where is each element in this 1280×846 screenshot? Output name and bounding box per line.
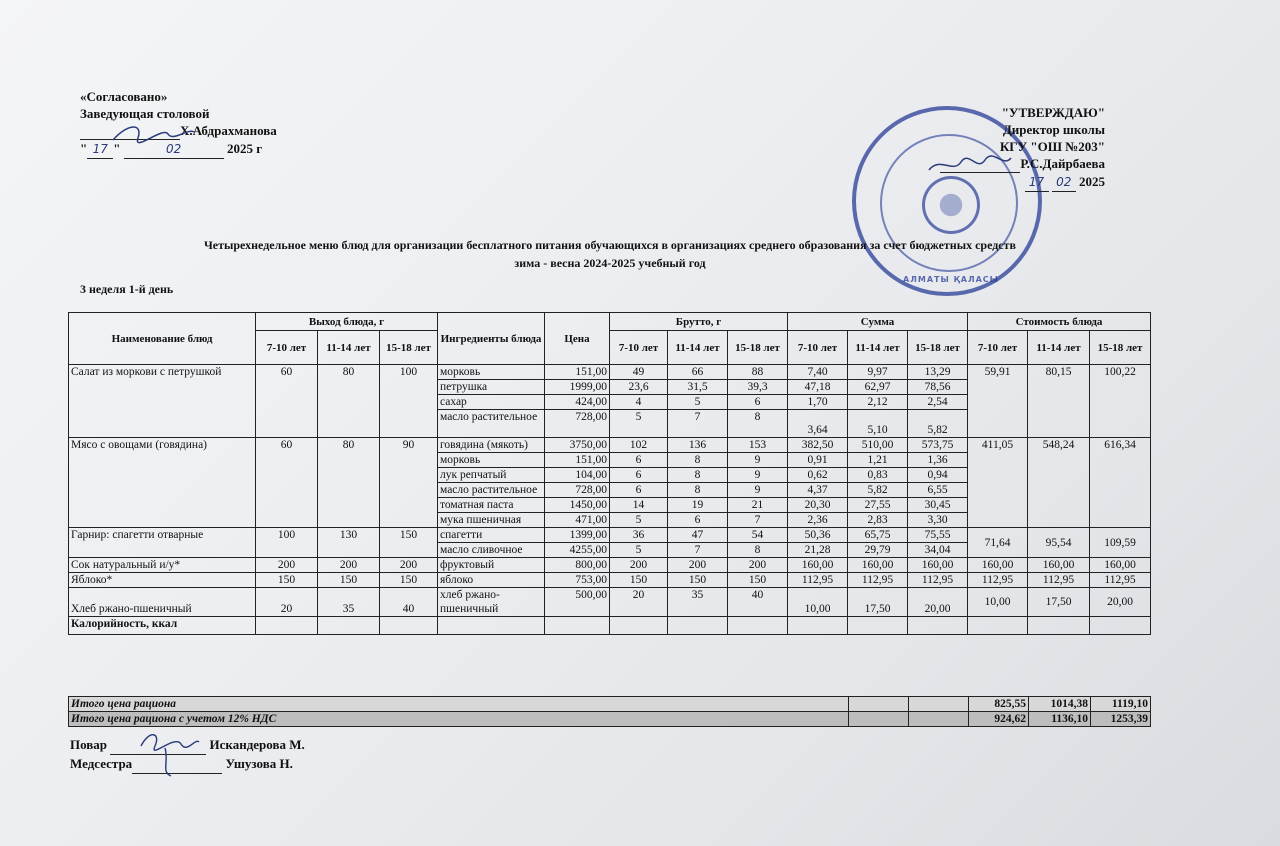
totals-table bbox=[68, 696, 1151, 727]
ingredient-gross: 40 bbox=[728, 588, 788, 617]
header-age: 15-18 лет bbox=[728, 331, 788, 365]
ingredient-price: 3750,00 bbox=[545, 438, 610, 453]
dish-name: Мясо с овощами (говядина) bbox=[69, 438, 256, 528]
ingredient-price: 728,00 bbox=[545, 483, 610, 498]
ingredient-sum: 1,36 bbox=[908, 453, 968, 468]
dish-yield: 200 bbox=[256, 558, 318, 573]
ingredient-gross: 7 bbox=[668, 543, 728, 558]
ingredient-row bbox=[69, 588, 1151, 617]
ingredient-gross: 36 bbox=[610, 528, 668, 543]
header-age: 7-10 лет bbox=[610, 331, 668, 365]
ingredient-gross: 5 bbox=[610, 410, 668, 438]
dish-yield: 35 bbox=[318, 588, 380, 617]
ingredient-price: 4255,00 bbox=[545, 543, 610, 558]
approval-right-year: 2025 bbox=[1079, 174, 1105, 189]
ingredient-gross: 7 bbox=[728, 513, 788, 528]
header-age: 15-18 лет bbox=[380, 331, 438, 365]
ingredient-sum: 78,56 bbox=[908, 380, 968, 395]
dish-cost: 160,00 bbox=[1090, 558, 1151, 573]
ingredient-sum: 573,75 bbox=[908, 438, 968, 453]
approval-left-name: Х.Абдрахманова bbox=[180, 123, 277, 138]
header-price: Цена bbox=[545, 313, 610, 365]
nurse-label: Медсестра bbox=[70, 756, 133, 771]
ingredient-name: сахар bbox=[438, 395, 545, 410]
ingredient-gross: 6 bbox=[610, 468, 668, 483]
ingredient-price: 728,00 bbox=[545, 410, 610, 438]
dish-cost: 100,22 bbox=[1090, 365, 1151, 438]
header-age: 7-10 лет bbox=[256, 331, 318, 365]
dish-cost: 109,59 bbox=[1090, 528, 1151, 558]
ingredient-name: масло растительное bbox=[438, 410, 545, 438]
ingredient-gross: 5 bbox=[668, 395, 728, 410]
dish-name: Салат из моркови с петрушкой bbox=[69, 365, 256, 438]
ingredient-sum: 75,55 bbox=[908, 528, 968, 543]
calories-section bbox=[69, 617, 1151, 635]
ingredient-price: 151,00 bbox=[545, 365, 610, 380]
dish-yield: 200 bbox=[318, 558, 380, 573]
nurse-name: Ушузова Н. bbox=[225, 756, 293, 771]
dish-name: Яблоко* bbox=[69, 573, 256, 588]
ingredient-sum: 0,91 bbox=[788, 453, 848, 468]
header-sum: Сумма bbox=[788, 313, 968, 331]
table-body bbox=[69, 365, 1151, 617]
ingredient-sum: 2,36 bbox=[788, 513, 848, 528]
dish-yield: 150 bbox=[380, 528, 438, 558]
dish-cost: 59,91 bbox=[968, 365, 1028, 438]
dish-yield: 150 bbox=[380, 573, 438, 588]
ingredient-gross: 5 bbox=[610, 543, 668, 558]
ingredient-sum: 17,50 bbox=[848, 588, 908, 617]
ingredient-gross: 200 bbox=[610, 558, 668, 573]
ingredient-gross: 153 bbox=[728, 438, 788, 453]
ingredient-price: 1450,00 bbox=[545, 498, 610, 513]
ingredient-price: 151,00 bbox=[545, 453, 610, 468]
header-gross: Брутто, г bbox=[610, 313, 788, 331]
ingredient-sum: 3,64 bbox=[788, 410, 848, 438]
ingredient-gross: 8 bbox=[668, 453, 728, 468]
approval-right-line1: "УТВЕРЖДАЮ" bbox=[1001, 105, 1105, 120]
ingredient-sum: 65,75 bbox=[848, 528, 908, 543]
header-age: 7-10 лет bbox=[968, 331, 1028, 365]
ingredient-gross: 8 bbox=[668, 468, 728, 483]
ingredient-gross: 19 bbox=[668, 498, 728, 513]
ingredient-gross: 20 bbox=[610, 588, 668, 617]
dish-yield: 60 bbox=[256, 365, 318, 438]
ingredient-sum: 382,50 bbox=[788, 438, 848, 453]
title-line1: Четырехнедельное меню блюд для организации бесплатного питания обучающихся в организациях среднего образования за счет бюджетных средств bbox=[203, 238, 1017, 252]
ingredient-name: яблоко bbox=[438, 573, 545, 588]
ingredient-sum: 29,79 bbox=[848, 543, 908, 558]
ingredient-sum: 2,54 bbox=[908, 395, 968, 410]
ingredient-sum: 112,95 bbox=[788, 573, 848, 588]
dish-cost: 80,15 bbox=[1028, 365, 1090, 438]
ingredient-gross: 66 bbox=[668, 365, 728, 380]
ingredient-sum: 34,04 bbox=[908, 543, 968, 558]
approval-right-line3: КГУ "ОШ №203" bbox=[999, 139, 1105, 154]
total-value: 825,55 bbox=[969, 697, 1029, 712]
ingredient-gross: 88 bbox=[728, 365, 788, 380]
header-age: 11-14 лет bbox=[848, 331, 908, 365]
dish-yield: 150 bbox=[318, 573, 380, 588]
ingredient-sum: 2,83 bbox=[848, 513, 908, 528]
dish-cost: 160,00 bbox=[968, 558, 1028, 573]
ingredient-sum: 160,00 bbox=[908, 558, 968, 573]
ingredient-price: 1999,00 bbox=[545, 380, 610, 395]
week-label: 3 неделя 1-й день bbox=[80, 282, 174, 296]
dish-yield: 80 bbox=[318, 365, 380, 438]
approval-right-name: Р.С.Дайрбаева bbox=[1020, 156, 1105, 171]
ingredient-gross: 6 bbox=[728, 395, 788, 410]
ingredient-price: 424,00 bbox=[545, 395, 610, 410]
dish-yield: 40 bbox=[380, 588, 438, 617]
ingredient-gross: 102 bbox=[610, 438, 668, 453]
dish-yield: 60 bbox=[256, 438, 318, 528]
document-title bbox=[70, 236, 1150, 272]
approval-right-line2: Директор школы bbox=[1002, 122, 1105, 137]
ingredient-name: спагетти bbox=[438, 528, 545, 543]
signature-left-icon bbox=[108, 118, 198, 148]
total-row bbox=[69, 697, 1151, 712]
dish-cost: 160,00 bbox=[1028, 558, 1090, 573]
ingredient-sum: 6,55 bbox=[908, 483, 968, 498]
signature-cook-icon bbox=[135, 728, 205, 780]
header-age: 7-10 лет bbox=[788, 331, 848, 365]
ingredient-row bbox=[69, 573, 1151, 588]
dish-yield: 20 bbox=[256, 588, 318, 617]
ingredient-gross: 39,3 bbox=[728, 380, 788, 395]
ingredient-name: хлеб ржано-пшеничный bbox=[438, 588, 545, 617]
ingredient-gross: 14 bbox=[610, 498, 668, 513]
ingredient-sum: 5,10 bbox=[848, 410, 908, 438]
dish-name: Сок натуральный и/у* bbox=[69, 558, 256, 573]
ingredient-gross: 54 bbox=[728, 528, 788, 543]
ingredient-price: 1399,00 bbox=[545, 528, 610, 543]
ingredient-sum: 10,00 bbox=[788, 588, 848, 617]
ingredient-gross: 150 bbox=[668, 573, 728, 588]
approval-right-month: 02 bbox=[1052, 174, 1076, 192]
approval-left-year: 2025 г bbox=[226, 141, 263, 156]
ingredient-gross: 49 bbox=[610, 365, 668, 380]
ingredient-gross: 200 bbox=[668, 558, 728, 573]
ingredient-gross: 200 bbox=[728, 558, 788, 573]
dish-cost: 548,24 bbox=[1028, 438, 1090, 528]
approval-left-day: 17 bbox=[87, 141, 113, 159]
ingredient-name: фруктовый bbox=[438, 558, 545, 573]
header-dish: Наименование блюд bbox=[69, 313, 256, 365]
ingredient-price: 104,00 bbox=[545, 468, 610, 483]
total-label: Итого цена рациона bbox=[69, 697, 849, 712]
ingredient-sum: 30,45 bbox=[908, 498, 968, 513]
calories-label: Калорийность, ккал bbox=[69, 617, 256, 635]
ingredient-sum: 1,21 bbox=[848, 453, 908, 468]
ingredient-name: морковь bbox=[438, 453, 545, 468]
ingredient-gross: 4 bbox=[610, 395, 668, 410]
ingredient-sum: 5,82 bbox=[908, 410, 968, 438]
ingredient-gross: 9 bbox=[728, 468, 788, 483]
ingredient-gross: 8 bbox=[728, 543, 788, 558]
ingredient-price: 753,00 bbox=[545, 573, 610, 588]
total-value: 1119,10 bbox=[1091, 697, 1151, 712]
header-age: 11-14 лет bbox=[318, 331, 380, 365]
title-line2: зима - весна 2024-2025 учебный год bbox=[514, 256, 706, 270]
dish-yield: 100 bbox=[256, 528, 318, 558]
dish-cost: 411,05 bbox=[968, 438, 1028, 528]
header-ingredients: Ингредиенты блюда bbox=[438, 313, 545, 365]
ingredient-sum: 47,18 bbox=[788, 380, 848, 395]
ingredient-gross: 6 bbox=[610, 453, 668, 468]
dish-yield: 130 bbox=[318, 528, 380, 558]
ingredient-gross: 150 bbox=[728, 573, 788, 588]
ingredient-sum: 9,97 bbox=[848, 365, 908, 380]
header-age: 11-14 лет bbox=[1028, 331, 1090, 365]
ingredient-name: томатная паста bbox=[438, 498, 545, 513]
dish-name: Хлеб ржано-пшеничный bbox=[69, 588, 256, 617]
ingredient-sum: 27,55 bbox=[848, 498, 908, 513]
ingredient-gross: 8 bbox=[728, 410, 788, 438]
ingredient-gross: 6 bbox=[668, 513, 728, 528]
ingredient-sum: 50,36 bbox=[788, 528, 848, 543]
ingredient-sum: 20,00 bbox=[908, 588, 968, 617]
dish-yield: 150 bbox=[256, 573, 318, 588]
total-vat-value: 1136,10 bbox=[1029, 712, 1091, 727]
dish-yield: 100 bbox=[380, 365, 438, 438]
total-value: 1014,38 bbox=[1029, 697, 1091, 712]
total-vat-label: Итого цена рациона с учетом 12% НДС bbox=[69, 712, 849, 727]
ingredient-gross: 47 bbox=[668, 528, 728, 543]
ingredient-sum: 112,95 bbox=[908, 573, 968, 588]
header-age: 15-18 лет bbox=[908, 331, 968, 365]
ingredient-gross: 5 bbox=[610, 513, 668, 528]
ingredient-gross: 35 bbox=[668, 588, 728, 617]
ingredient-sum: 1,70 bbox=[788, 395, 848, 410]
stamp-text: АЛМАТЫ ҚАЛАСЫ bbox=[903, 275, 999, 284]
ingredient-price: 500,00 bbox=[545, 588, 610, 617]
approval-left-date: " 17 " 02 2025 г bbox=[80, 140, 277, 159]
approval-right-day: 17 bbox=[1025, 174, 1049, 192]
ingredient-name: петрушка bbox=[438, 380, 545, 395]
ingredient-sum: 160,00 bbox=[848, 558, 908, 573]
ingredient-gross: 9 bbox=[728, 453, 788, 468]
ingredient-gross: 136 bbox=[668, 438, 728, 453]
dish-name: Гарнир: спагетти отварные bbox=[69, 528, 256, 558]
ingredient-sum: 62,97 bbox=[848, 380, 908, 395]
dish-cost: 616,34 bbox=[1090, 438, 1151, 528]
ingredient-name: масло сливочное bbox=[438, 543, 545, 558]
cook-label: Повар bbox=[70, 737, 108, 752]
total-vat-value: 924,62 bbox=[969, 712, 1029, 727]
dish-cost: 10,00 bbox=[968, 588, 1028, 617]
dish-yield: 80 bbox=[318, 438, 380, 528]
ingredient-name: лук репчатый bbox=[438, 468, 545, 483]
approval-left-line1: «Согласовано» bbox=[80, 89, 168, 104]
ingredient-gross: 23,6 bbox=[610, 380, 668, 395]
ingredient-name: морковь bbox=[438, 365, 545, 380]
ingredient-row bbox=[69, 558, 1151, 573]
dish-cost: 95,54 bbox=[1028, 528, 1090, 558]
ingredient-sum: 2,12 bbox=[848, 395, 908, 410]
total-vat-value: 1253,39 bbox=[1091, 712, 1151, 727]
ingredient-gross: 150 bbox=[610, 573, 668, 588]
ingredient-gross: 31,5 bbox=[668, 380, 728, 395]
ingredient-sum: 13,29 bbox=[908, 365, 968, 380]
ingredient-row bbox=[69, 438, 1151, 453]
dish-yield: 90 bbox=[380, 438, 438, 528]
ingredient-gross: 6 bbox=[610, 483, 668, 498]
ingredient-row bbox=[69, 365, 1151, 380]
ingredient-gross: 8 bbox=[668, 483, 728, 498]
header-age: 11-14 лет bbox=[668, 331, 728, 365]
ingredient-sum: 7,40 bbox=[788, 365, 848, 380]
ingredient-price: 800,00 bbox=[545, 558, 610, 573]
ingredient-gross: 7 bbox=[668, 410, 728, 438]
ingredient-sum: 0,83 bbox=[848, 468, 908, 483]
dish-cost: 71,64 bbox=[968, 528, 1028, 558]
table-header bbox=[69, 313, 1151, 365]
dish-cost: 20,00 bbox=[1090, 588, 1151, 617]
signature-right-icon bbox=[925, 150, 1015, 180]
ingredient-sum: 510,00 bbox=[848, 438, 908, 453]
ingredient-name: масло растительное bbox=[438, 483, 545, 498]
dish-cost: 17,50 bbox=[1028, 588, 1090, 617]
total-vat-row bbox=[69, 712, 1151, 727]
ingredient-sum: 21,28 bbox=[788, 543, 848, 558]
ingredient-gross: 21 bbox=[728, 498, 788, 513]
ingredient-sum: 0,62 bbox=[788, 468, 848, 483]
ingredient-sum: 160,00 bbox=[788, 558, 848, 573]
ingredient-sum: 112,95 bbox=[848, 573, 908, 588]
ingredient-sum: 0,94 bbox=[908, 468, 968, 483]
approval-left-month: 02 bbox=[124, 141, 224, 159]
ingredient-name: говядина (мякоть) bbox=[438, 438, 545, 453]
ingredient-sum: 3,30 bbox=[908, 513, 968, 528]
ingredient-name: мука пшеничная bbox=[438, 513, 545, 528]
ingredient-row bbox=[69, 528, 1151, 543]
approval-left-line2: Заведующая столовой bbox=[80, 106, 210, 121]
ingredient-price: 471,00 bbox=[545, 513, 610, 528]
header-cost: Стоимость блюда bbox=[968, 313, 1151, 331]
ingredient-sum: 4,37 bbox=[788, 483, 848, 498]
ingredient-sum: 20,30 bbox=[788, 498, 848, 513]
dish-yield: 200 bbox=[380, 558, 438, 573]
menu-table bbox=[68, 312, 1151, 635]
dish-cost: 112,95 bbox=[1090, 573, 1151, 588]
dish-cost: 112,95 bbox=[968, 573, 1028, 588]
cook-name: Искандерова М. bbox=[209, 737, 305, 752]
ingredient-sum: 5,82 bbox=[848, 483, 908, 498]
header-age: 15-18 лет bbox=[1090, 331, 1151, 365]
dish-cost: 112,95 bbox=[1028, 573, 1090, 588]
header-yield: Выход блюда, г bbox=[256, 313, 438, 331]
ingredient-gross: 9 bbox=[728, 483, 788, 498]
